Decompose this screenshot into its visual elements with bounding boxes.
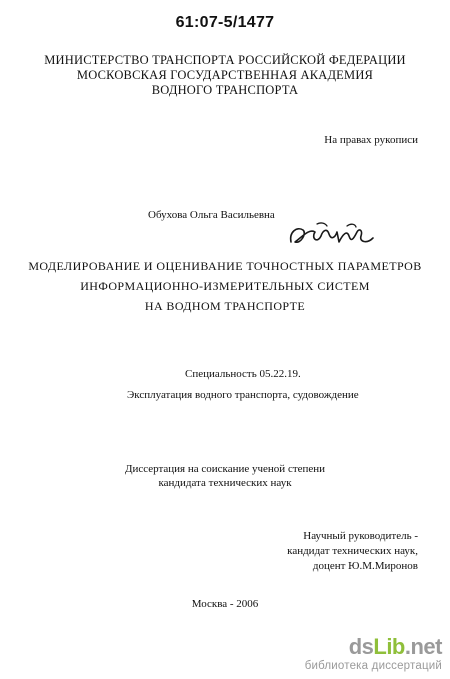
specialty-name: Эксплуатация водного транспорта, судовождение (127, 389, 359, 401)
ministry-line-2: МОСКОВСКАЯ ГОСУДАРСТВЕННАЯ АКАДЕМИЯ (76, 68, 374, 82)
degree-line-2: кандидата технических наук (158, 477, 292, 489)
document-code: 61:07-5/1477 (175, 14, 275, 31)
signature-icon (287, 218, 379, 252)
dslib-logo: dsLib.net (348, 634, 442, 659)
dissertation-title-line-1: МОДЕЛИРОВАНИЕ И ОЦЕНИВАНИЕ ТОЧНОСТНЫХ ПАРАМЕТРОВ (28, 259, 422, 273)
dslib-watermark (305, 635, 442, 673)
city-year: Москва - 2006 (191, 598, 259, 610)
ministry-line-1: МИНИСТЕРСТВО ТРАНСПОРТА РОССИЙСКОЙ ФЕДЕРАЦИИ (44, 53, 406, 67)
rights-note: На правах рукописи (324, 134, 418, 146)
dslib-subtitle: библиотека диссертаций (304, 660, 442, 672)
author-name: Обухова Ольга Васильевна (148, 209, 275, 221)
dissertation-title-line-3: НА ВОДНОМ ТРАНСПОРТЕ (144, 299, 306, 313)
ministry-line-3: ВОДНОГО ТРАНСПОРТА (151, 83, 299, 97)
supervisor-line-2: кандидат технических наук, (287, 545, 418, 557)
specialty-code: Специальность 05.22.19. (185, 368, 301, 380)
supervisor-line-3: доцент Ю.М.Миронов (312, 560, 418, 572)
degree-line-1: Диссертация на соискание ученой степени (124, 463, 326, 475)
supervisor-line-1: Научный руководитель - (303, 530, 418, 542)
dissertation-title-line-2: ИНФОРМАЦИОННО-ИЗМЕРИТЕЛЬНЫХ СИСТЕМ (80, 279, 370, 293)
